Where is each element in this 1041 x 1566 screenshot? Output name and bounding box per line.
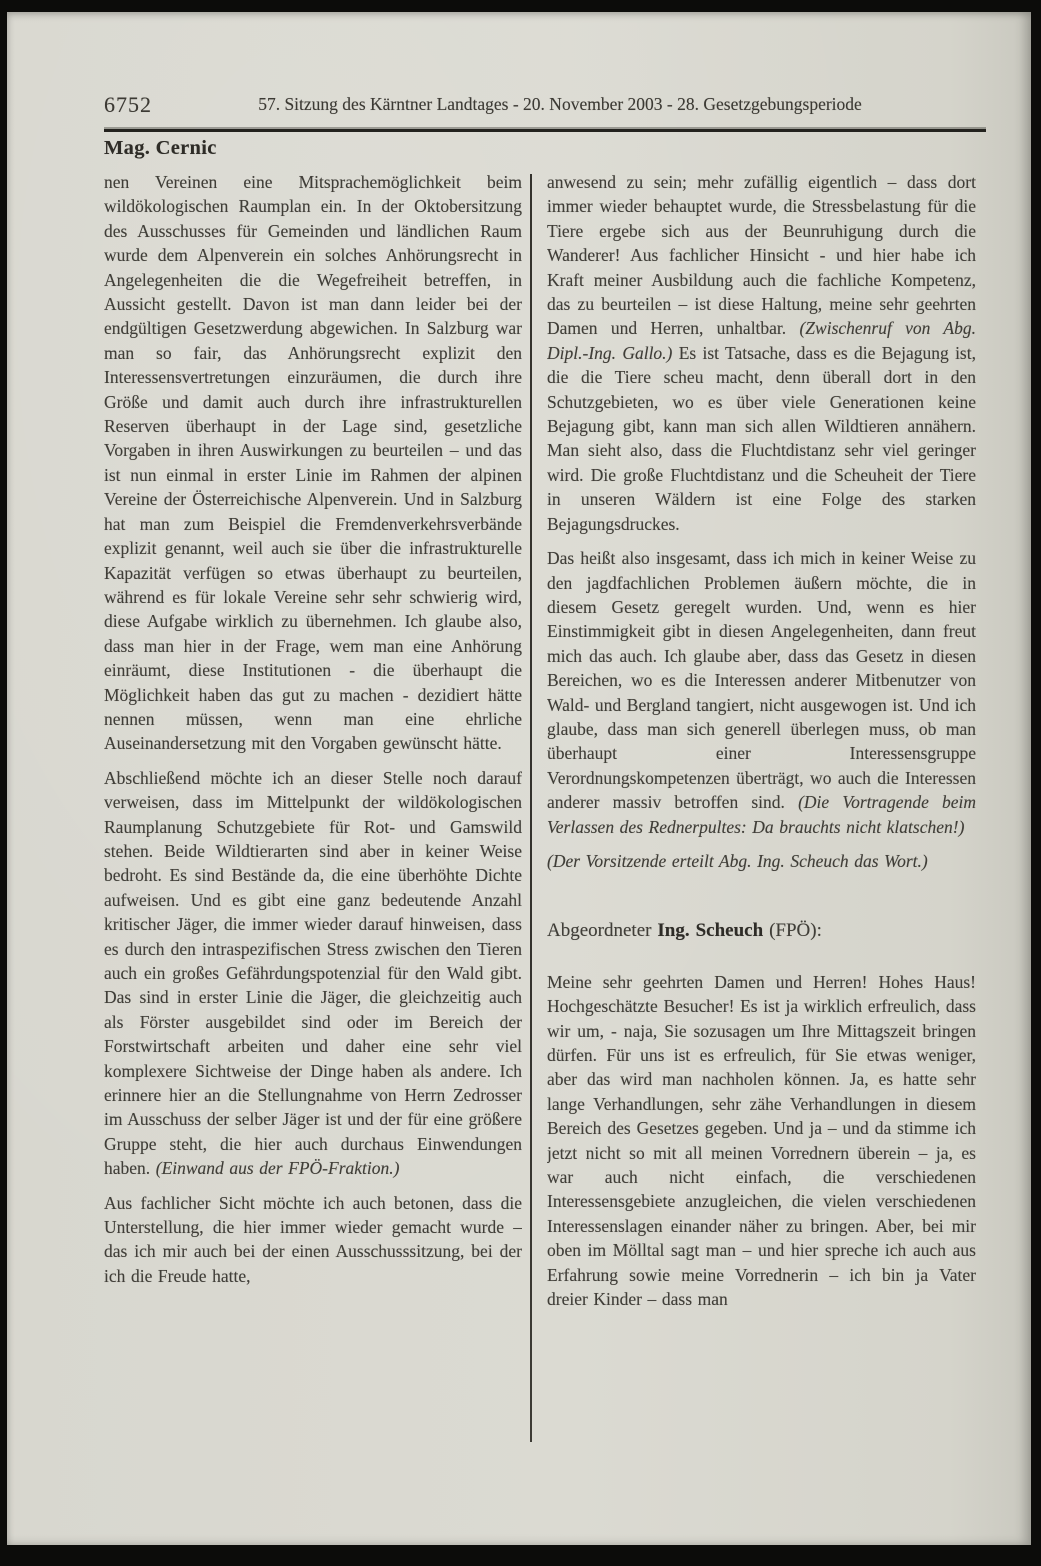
speech-paragraph (547, 849, 976, 873)
left-column (104, 170, 522, 1450)
header-rule (104, 129, 986, 132)
speech-paragraph (104, 1191, 522, 1289)
speech-paragraph (547, 170, 976, 536)
text-run: (Der Vorsitzende erteilt Abg. Ing. Scheuch das Wort.) (547, 850, 928, 871)
speaker-heading (547, 919, 976, 943)
two-column-text-area (104, 170, 986, 1545)
speech-paragraph (547, 970, 976, 1312)
text-run: Das heißt also insgesamt, dass ich mich in keiner Weise zu den jagdfachlichen Problemen äußern möchte, die in diesem Gesetz geregelt wurden. Und, wenn es hier Einstimmigkeit gibt in diesen Angelegenheiten, dann freut mich das auch. Ich glaube aber, dass das Gesetz in diesen Bereichen, wo es die Interessen anderer Mitbenutzer von Wald- und Bergland tangiert, nicht ausgewogen ist. Und ich glaube, dass man sich generell überlegen muss, ob man überhaupt einer Interessensgruppe Verordnungskompetenzen überträgt, wo auch die Interessen anderer massiv betroffen sind. (547, 548, 976, 813)
speech-paragraph (547, 546, 976, 839)
text-run: (Zwischenruf von Abg. Dipl.-Ing. Gallo.) (547, 318, 976, 363)
text-run: Meine sehr geehrten Damen und Herren! Hohes Haus! Hochgeschätzte Besucher! Es ist ja wirklich erfreulich, dass wir um, - naja, Sie sozusagen um Ihre Mittagszeit bringen dürfen. Für uns ist es erfreulich, für Sie etwas weniger, aber das wird man nachholen können. Ja, es hatte sehr lange Verhandlungen, sehr zähe Verhandlungen in diesem Bereich des Gesetzes gegeben. Und ja – und da stimme ich jetzt nicht so mit all meinen Vorrednern überein – ja, es war auch nicht einfach, die verschiedenen Interessensgebiete anzugleichen, die vielen verschiedenen Interessenslagen einander näher zu bringen. Aber, bei mir oben im Mölltal sagt man – und hier spreche ich auch aus Erfahrung sowie meine Vorrednerin – ich bin ja Vater dreier Kinder – dass man (547, 971, 976, 1310)
text-run: Abschließend möchte ich an dieser Stelle noch darauf verweisen, dass im Mittelpunkt der wildökologischen Raumplanung Schutzgebiete für Rot- und Gamswild stehen. Beide Wildtierarten sind aber in keiner Weise bedroht. Es sind Bestände da, die eine überhöhte Dichte aufweisen. Und es gibt eine ganz bedeutende Anzahl kritischer Jäger, die immer wieder darauf hinweisen, dass es durch den intraspezifischen Stress zwischen den Tieren auch ein großes Gefährdungspotenzial für den Wald gibt. Das sind in erster Linie die Jäger, die gleichzeitig auch als Förster ausgebildet sind oder im Bereich der Forstwirtschaft arbeiten und daher eine sehr viel komplexere Sichtweise der Dinge haben als andere. Ich erinnere hier an die Stellungnahme von Herrn Zedrosser im Ausschuss der selber Jäger ist und der für eine größere Gruppe steht, die hier auch durchaus Einwendungen haben. (104, 767, 522, 1179)
text-run: Abgeordneter (547, 920, 658, 942)
speech-paragraph (104, 766, 522, 1181)
speech-paragraph (104, 170, 522, 756)
text-run: (Die Vortragende beim Verlassen des Rednerpultes: Da brauchts nicht klatschen!) (547, 792, 976, 837)
text-run: (Einwand aus der FPÖ-Fraktion.) (155, 1158, 400, 1179)
session-header-title: 57. Sitzung des Kärntner Landtages - 20. November 2003 - 28. Gesetzgebungsperiode (258, 94, 862, 114)
text-run: Es ist Tatsache, dass es die Bejagung ist, die die Tiere scheu macht, denn überall dort in den Schutzgebieten, wo es über viele Generationen keine Bejagung gibt, kann man sich allen Wildtieren annähern. Man sieht also, dass die Fluchtdistanz sehr viel geringer wird. Die große Fluchtdistanz und die Scheuheit der Tiere in unseren Wäldern ist eine Folge des starken Bejagungsdruckes. (547, 342, 976, 534)
document-page (7, 12, 1031, 1545)
page-content (104, 12, 986, 1545)
continued-speaker-name: Mag. Cernic (104, 137, 217, 159)
text-run: nen Vereinen eine Mitsprachemöglichkeit beim wildökologischen Raumplan ein. In der Oktobersitzung des Ausschusses für Gemeinden und ländlichen Raum wurde dem Alpenverein ein solches Anhörungsrecht in Angelegenheiten die die Wegefreiheit betreffen, in Aussicht gestellt. Davon ist man dann leider bei der endgültigen Gesetzwerdung abgewichen. In Salzburg war man so fair, das Anhörungsrecht explizit den Interessensvertretungen einzuräumen, die durch ihre Größe und damit auch durch ihre infrastrukturellen Reserven überhaupt in der Lage sind, gesetzliche Vorgaben in ihren Auswirkungen zu beurteilen – und das ist nun einmal in erster Linie im Rahmen der alpinen Vereine der Österreichische Alpenverein. Und in Salzburg hat man zum Beispiel die Fremdenverkehrsverbände explizit genannt, weil auch sie über die infrastrukturelle Kapazität verfügen so etwas überhaupt zu beurteilen, während es für lokale Vereine sehr sehr schwierig wird, diese Aufgabe wirklich zu übernehmen. Ich glaube also, dass man hier in der Frage, wem man eine Anhörung einräumt, diese Institutionen - die überhaupt die Möglichkeit haben das gut zu machen - dezidiert hätte nennen müssen, wenn man eine ehrliche Auseinandersetzung mit den Vorgaben gewünscht hätte. (104, 172, 522, 754)
page-header (104, 12, 986, 124)
text-run: Aus fachlicher Sicht möchte ich auch betonen, dass die Unterstellung, die hier immer wieder gemacht wurde – das ich mir auch bei der einen Ausschusssitzung, bei der ich die Freude hatte, (104, 1192, 522, 1286)
text-run: anwesend zu sein; mehr zufällig eigentlich – dass dort immer wieder behauptet wurde, die Stressbelastung für die Tiere ergebe sich aus der Beunruhigung durch die Wanderer! Aus fachlicher Hinsicht - und hier habe ich Kraft meiner Ausbildung auch die fachliche Kompetenz, das zu beurteilen – ist diese Haltung, meine sehr geehrten Damen und Herren, unhaltbar. (547, 172, 976, 339)
page-number: 6752 (104, 92, 152, 117)
column-divider-rule (530, 174, 532, 1442)
text-run: Ing. Scheuch (657, 920, 764, 942)
text-run: (FPÖ): (763, 920, 822, 942)
right-column (547, 170, 976, 1450)
